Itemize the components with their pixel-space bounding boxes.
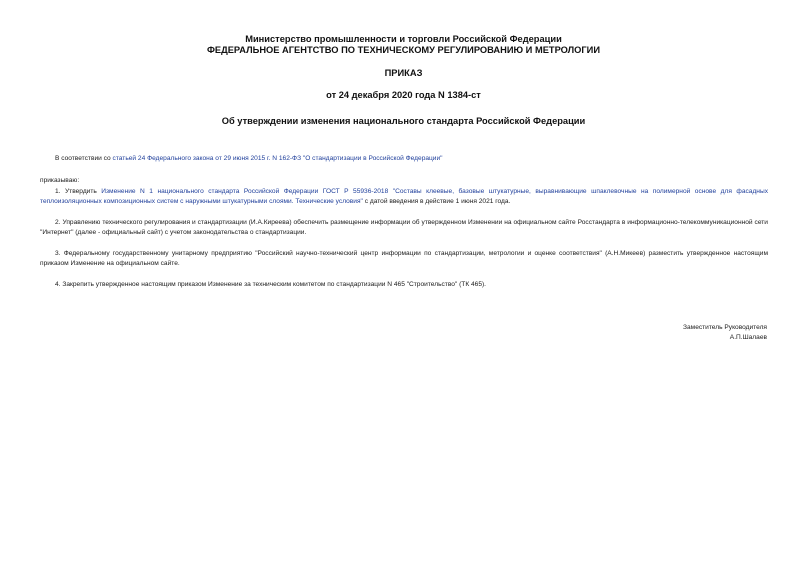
order-item-1 xyxy=(40,187,768,206)
document-type: ПРИКАЗ xyxy=(384,68,423,78)
order-item-3: 3. Федеральному государственному унитарному предприятию "Российский научно-технический центр информации по стандартизации, метрологии и оценке соответствия" (А.Н.Микеев) разместить утвержденное настоящим приказом Изменение на официальном сайте. xyxy=(40,250,768,267)
signatory-name: А.П.Шалаев xyxy=(729,334,767,341)
law-article-link[interactable]: статьей 24 Федерального закона от 29 июня 2015 г. N 162-ФЗ "О стандартизации в Российской Федерации" xyxy=(112,155,443,162)
preamble-paragraph xyxy=(55,154,755,164)
document-title: Об утверждении изменения национального стандарта Российской Федерации xyxy=(221,116,586,126)
order-word: приказываю: xyxy=(40,177,80,184)
ministry-name: Министерство промышленности и торговли Российской Федерации xyxy=(245,34,562,44)
gost-amendment-link[interactable]: Изменение N 1 национального стандарта Российской Федерации ГОСТ Р 55936-2018 "Составы клеевые, базовые штукатурные, выравнивающие шпаклевочные на полимерной основе для фасадных теплоизоляционных композиционных систем с наружными штукатурными слоями. Технические условия" xyxy=(40,188,768,205)
order-item-4: 4. Закрепить утвержденное настоящим приказом Изменение за техническим комитетом по стандартизации N 465 "Строительство" (ТК 465). xyxy=(55,281,487,288)
signatory-title: Заместитель Руководителя xyxy=(683,324,767,331)
agency-name: ФЕДЕРАЛЬНОЕ АГЕНТСТВО ПО ТЕХНИЧЕСКОМУ РЕГУЛИРОВАНИЮ И МЕТРОЛОГИИ xyxy=(206,45,601,55)
item-1-lead: 1. Утвердить xyxy=(55,188,102,195)
order-item-2: 2. Управлению технического регулирования и стандартизации (И.А.Киреева) обеспечить размещение информации об утвержденном Изменении на официальном сайте Росстандарта в информационно-телекоммуникационной сети "Интернет" (далее - официальный сайт) с учетом законодательства о стандартизации. xyxy=(40,219,768,236)
preamble-text: В соответствии со xyxy=(55,155,113,162)
document-date-number: от 24 декабря 2020 года N 1384-ст xyxy=(326,90,481,100)
item-1-tail: с датой введения в действие 1 июня 2021 года. xyxy=(362,197,511,205)
